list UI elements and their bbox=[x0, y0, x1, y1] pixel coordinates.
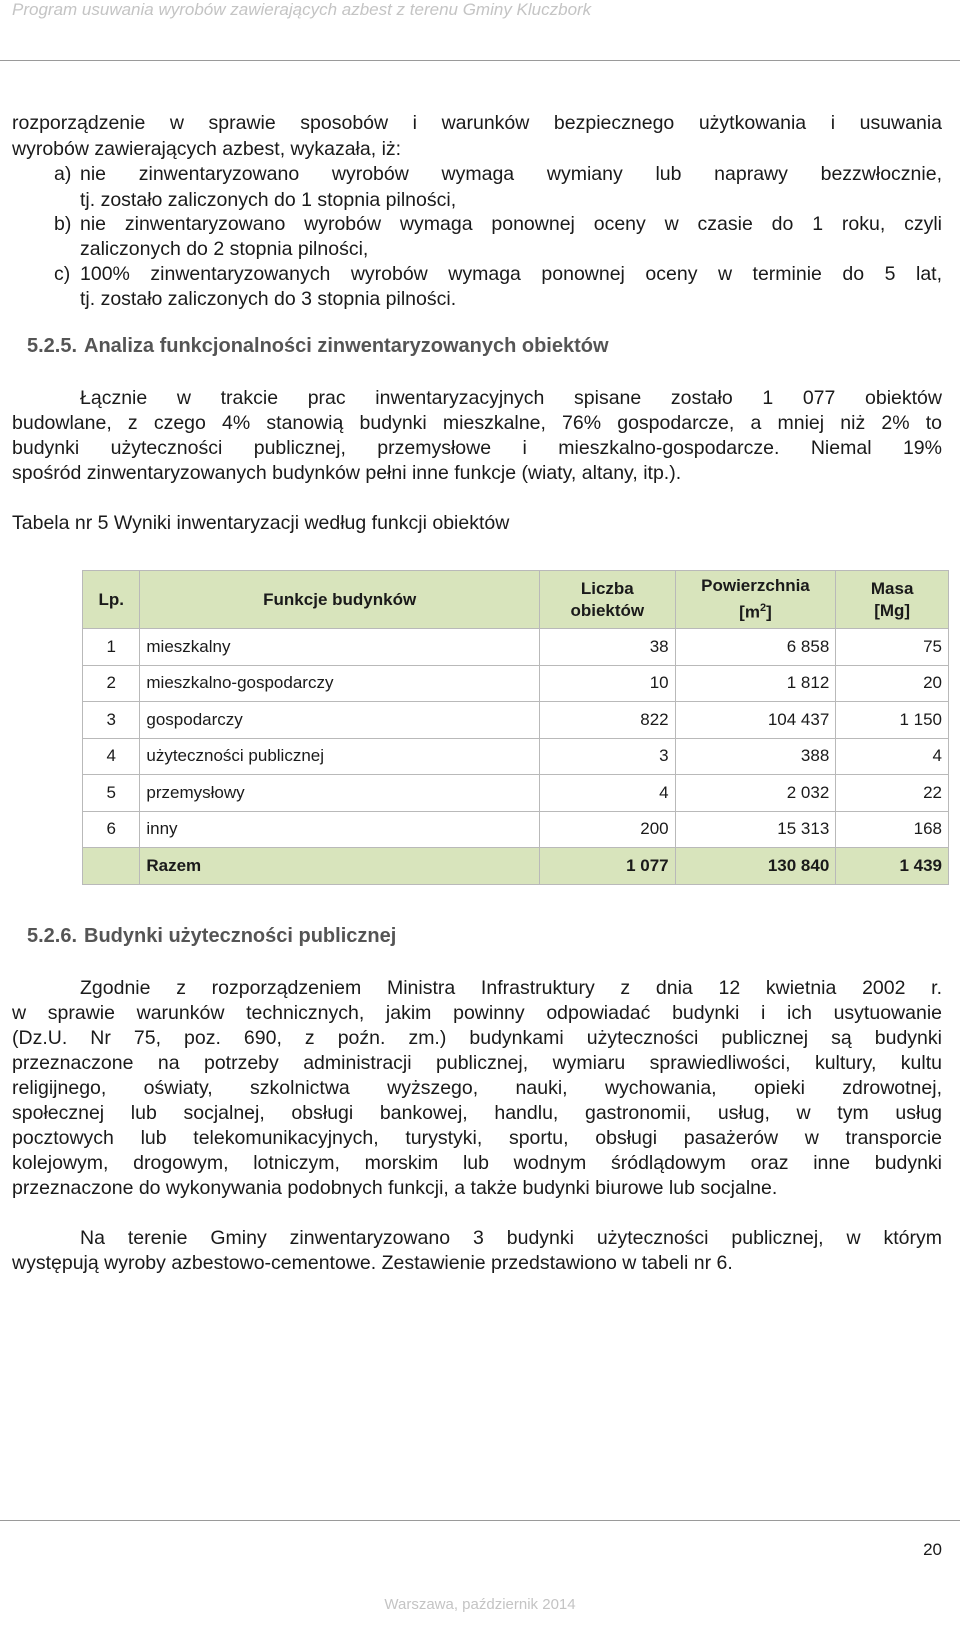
table-cell: 822 bbox=[539, 702, 675, 739]
table-cell: przemysłowy bbox=[140, 775, 540, 812]
paragraph-line: pocztowych lub telekomunikacyjnych, turystyki, sportu, obsługi pasażerów w transporcie bbox=[12, 1127, 942, 1149]
list-marker: c) bbox=[54, 263, 71, 285]
list-marker: b) bbox=[54, 213, 72, 235]
table-cell: mieszkalno-gospodarczy bbox=[140, 665, 540, 702]
header-area: Powierzchnia $[m^2]$ bbox=[675, 571, 836, 629]
table-cell: 2 032 bbox=[675, 775, 836, 812]
table-row bbox=[83, 665, 949, 702]
table-cell: inny bbox=[140, 811, 540, 848]
paragraph-line: występują wyroby azbestowo-cementowe. Zestawienie przedstawiono w tabeli nr 6. bbox=[12, 1252, 733, 1274]
section-heading bbox=[27, 925, 396, 948]
section-number: 5.2.5. bbox=[27, 335, 78, 357]
table-row bbox=[83, 702, 949, 739]
paragraph-line: przeznaczone do wykonywania podobnych funkcji, a także budynki biurowe lub socjalne. bbox=[12, 1177, 778, 1199]
table-cell: użyteczności publicznej bbox=[140, 738, 540, 775]
table-cell: 5 bbox=[83, 775, 140, 812]
table-cell: 10 bbox=[539, 665, 675, 702]
table-cell: 4 bbox=[836, 738, 949, 775]
table-cell: 2 bbox=[83, 665, 140, 702]
table-cell: 1 812 bbox=[675, 665, 836, 702]
paragraph-line: budynki użyteczności publicznej, przemysłowe i mieszkalno-gospodarcze. Niemal 19% bbox=[12, 437, 942, 459]
paragraph-line: Na terenie Gminy zinwentaryzowano 3 budynki użyteczności publicznej, w którym bbox=[80, 1227, 942, 1249]
list-item-continuation: tj. zostało zaliczonych do 1 stopnia pilności, bbox=[80, 189, 457, 211]
paragraph-line: (Dz.U. Nr 75, poz. 690, z poźn. zm.) budynkami użyteczności publicznej są budynki bbox=[12, 1027, 942, 1049]
list-item-text: nie zinwentaryzowano wyrobów wymaga ponownej oceny w czasie do 1 roku, czyli bbox=[80, 213, 942, 235]
list-marker: a) bbox=[54, 163, 72, 185]
paragraph-line: Zgodnie z rozporządzeniem Ministra Infrastruktury z dnia 12 kwietnia 2002 r. bbox=[80, 977, 942, 999]
table-cell: 104 437 bbox=[675, 702, 836, 739]
table-cell: 3 bbox=[83, 702, 140, 739]
table-header-row bbox=[83, 571, 949, 629]
intro-line-1: rozporządzenie w sprawie sposobów i warunków bezpiecznego użytkowania i usuwania bbox=[12, 112, 942, 134]
header-function: Funkcje budynków bbox=[140, 571, 540, 629]
list-item-continuation: tj. zostało zaliczonych do 3 stopnia pilności. bbox=[80, 288, 457, 310]
table-cell: 1 150 bbox=[836, 702, 949, 739]
header-mass: Masa [Mg] bbox=[836, 571, 949, 629]
table-cell: 200 bbox=[539, 811, 675, 848]
table-cell bbox=[83, 848, 140, 885]
table-row bbox=[83, 629, 949, 666]
table-cell: 168 bbox=[836, 811, 949, 848]
table-row bbox=[83, 738, 949, 775]
paragraph-line: spośród zinwentaryzowanych budynków pełni inne funkcje (wiaty, altany, itp.). bbox=[12, 462, 682, 484]
table-total-row bbox=[83, 848, 949, 885]
table-cell: 38 bbox=[539, 629, 675, 666]
table-cell: 4 bbox=[83, 738, 140, 775]
header-divider bbox=[0, 60, 960, 61]
table-cell: 3 bbox=[539, 738, 675, 775]
header-count: Liczba obiektów bbox=[539, 571, 675, 629]
table-cell: 1 077 bbox=[539, 848, 675, 885]
inventory-table bbox=[82, 570, 949, 885]
table-cell: Razem bbox=[140, 848, 540, 885]
table-cell: 15 313 bbox=[675, 811, 836, 848]
table-cell: gospodarczy bbox=[140, 702, 540, 739]
table-cell: 388 bbox=[675, 738, 836, 775]
paragraph-line: kolejowym, drogowym, lotniczym, morskim lub wodnym śródlądowym oraz inne budynki bbox=[12, 1152, 942, 1174]
table-cell: 1 bbox=[83, 629, 140, 666]
table-cell: 22 bbox=[836, 775, 949, 812]
footer-place-date: Warszawa, październik 2014 bbox=[384, 1596, 576, 1613]
footer-divider bbox=[0, 1520, 960, 1521]
header-lp: Lp. bbox=[83, 571, 140, 629]
table-cell: 1 439 bbox=[836, 848, 949, 885]
table-cell: 6 bbox=[83, 811, 140, 848]
table-cell: 20 bbox=[836, 665, 949, 702]
paragraph-line: Łącznie w trakcie prac inwentaryzacyjnych spisane zostało 1 077 obiektów bbox=[80, 387, 942, 409]
list-item-text: nie zinwentaryzowano wyrobów wymaga wymiany lub naprawy bezzwłocznie, bbox=[80, 163, 942, 185]
paragraph-line: społecznej lub socjalnej, obsługi bankowej, handlu, gastronomii, usług, w tym usług bbox=[12, 1102, 942, 1124]
list-item-text: 100% zinwentaryzowanych wyrobów wymaga ponownej oceny w terminie do 5 lat, bbox=[80, 263, 942, 285]
paragraph-line: przeznaczone na potrzeby administracji publicznej, wymiaru sprawiedliwości, kultury, kultu bbox=[12, 1052, 942, 1074]
table-cell: mieszkalny bbox=[140, 629, 540, 666]
paragraph-line: religijnego, oświaty, szkolnictwa wyższego, nauki, wychowania, opieki zdrowotnej, bbox=[12, 1077, 942, 1099]
paragraph-line: w sprawie warunków technicznych, jakim powinny odpowiadać budynki i ich usytuowanie bbox=[12, 1002, 942, 1024]
section-title: Budynki użyteczności publicznej bbox=[84, 925, 397, 947]
list-item-continuation: zaliczonych do 2 stopnia pilności, bbox=[80, 238, 369, 260]
section-number: 5.2.6. bbox=[27, 925, 78, 947]
running-header: Program usuwania wyrobów zawierających azbest z terenu Gminy Kluczbork bbox=[12, 0, 592, 19]
paragraph-line: budowlane, z czego 4% stanowią budynki mieszkalne, 76% gospodarcze, a mniej niż 2% to bbox=[12, 412, 942, 434]
table-row bbox=[83, 811, 949, 848]
intro-line-2: wyrobów zawierających azbest, wykazała, iż: bbox=[12, 138, 402, 160]
table-caption: Tabela nr 5 Wyniki inwentaryzacji według funkcji obiektów bbox=[12, 512, 510, 534]
table-cell: 4 bbox=[539, 775, 675, 812]
section-title: Analiza funkcjonalności zinwentaryzowanych obiektów bbox=[84, 335, 609, 357]
section-heading bbox=[27, 335, 609, 358]
page-number: 20 bbox=[923, 1540, 942, 1559]
table-cell: 130 840 bbox=[675, 848, 836, 885]
table-cell: 75 bbox=[836, 629, 949, 666]
table-row bbox=[83, 775, 949, 812]
table-cell: 6 858 bbox=[675, 629, 836, 666]
